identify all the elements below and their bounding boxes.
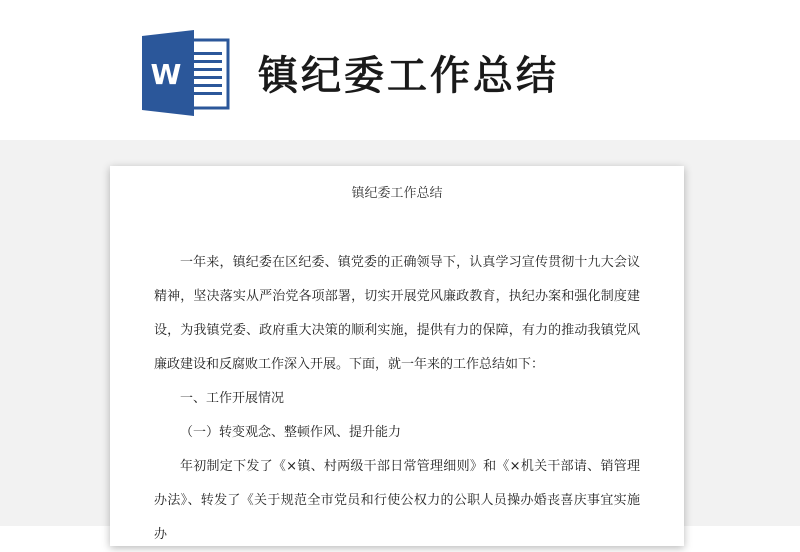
paragraph-body: 年初制定下发了《×镇、村两级干部日常管理细则》和《×机关干部请、销管理办法》、转发了《关于规范全市党员和行使公权力的公职人员操办婚丧喜庆事宜实施办 xyxy=(154,459,640,542)
document-page xyxy=(110,166,684,546)
paragraph-intro: 一年来，镇纪委在区纪委、镇党委的正确领导下，认真学习宣传贯彻十九大会议精神，坚决落实从严治党各项部署，切实开展党风廉政教育，执纪办案和强化制度建设，为我镇党委、政府重大决策的顺利实施，提供有力的保障，有力的推动我镇党风廉政建设和反腐败工作深入开展。下面，就一年来的工作总结如下： xyxy=(154,255,640,372)
section-heading: 一、工作开展情况 xyxy=(180,391,285,406)
header xyxy=(0,0,800,140)
document-title: 镇纪委工作总结 xyxy=(351,186,443,201)
page-title: 镇纪委工作总结 xyxy=(258,53,559,99)
document-body xyxy=(154,246,640,552)
word-document-icon xyxy=(142,30,230,116)
word-icon-letter: W xyxy=(150,58,182,91)
subsection-heading: （一）转变观念、整顿作风、提升能力 xyxy=(180,425,402,440)
